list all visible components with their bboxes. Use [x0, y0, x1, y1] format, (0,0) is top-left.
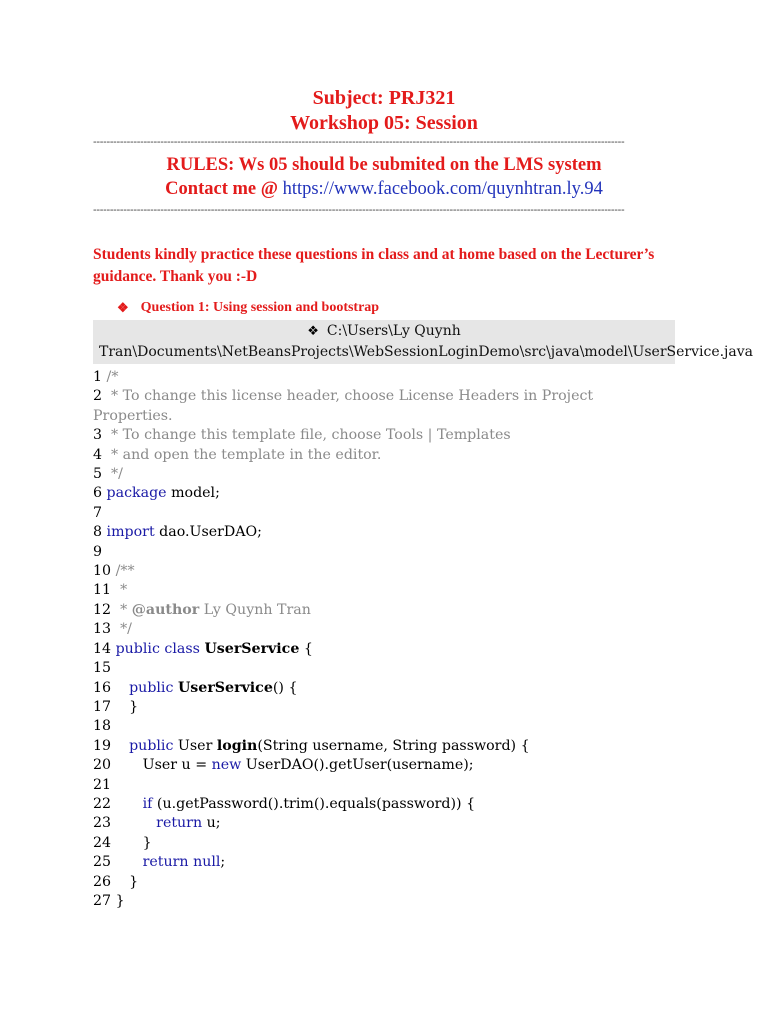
- diamond-bullet-icon: ❖: [307, 324, 319, 339]
- code-line: 4 * and open the template in the editor.: [93, 446, 382, 463]
- code-line: 8 import dao.UserDAO;: [93, 524, 262, 541]
- intro-text: Students kindly practice these questions in class and at home based on the Lecturer’s guidance. Thank you :-D: [93, 246, 655, 285]
- diamond-bullet-icon: ❖: [117, 300, 129, 315]
- code-listing: [93, 368, 675, 911]
- workshop-title: Workshop 05: Session: [290, 112, 478, 134]
- code-line: 6 package model;: [93, 485, 220, 502]
- document-page: [93, 86, 753, 911]
- code-line: 24 }: [93, 834, 152, 851]
- subject-title: Subject: PRJ321: [312, 87, 456, 109]
- code-line: 16 public UserService() {: [93, 679, 298, 696]
- rules-text: RULES: Ws 05 should be submited on the LMS system: [166, 155, 602, 175]
- code-line: 7: [93, 504, 103, 521]
- code-line: 15: [93, 660, 112, 677]
- divider-top: --------------------------------------------------------------------------------------------------------------------------------------------------------------: [93, 136, 625, 148]
- code-line: 12 * @author Ly Quynh Tran: [93, 601, 311, 618]
- code-line: 1 /*: [93, 369, 119, 385]
- divider-bottom: --------------------------------------------------------------------------------------------------------------------------------------------------------------: [93, 204, 625, 216]
- code-line: 27 }: [93, 892, 125, 909]
- code-line: 20 User u = new UserDAO().getUser(username);: [93, 757, 474, 774]
- code-line: 17 }: [93, 698, 139, 715]
- question-1: [93, 298, 675, 318]
- code-line: 19 public User login(String username, String password) {: [93, 737, 530, 754]
- code-line: 14 public class UserService {: [93, 640, 313, 657]
- code-line: 9: [93, 543, 103, 560]
- code-line: 22 if (u.getPassword().trim().equals(password)) {: [93, 795, 476, 812]
- code-line: 5 */: [93, 466, 123, 483]
- code-line: 18: [93, 718, 112, 735]
- code-line: 26 }: [93, 873, 139, 890]
- code-line: 13 */: [93, 621, 132, 638]
- code-line: 10 /**: [93, 563, 135, 580]
- code-line: 11 *: [93, 582, 128, 599]
- code-line: 2 * To change this license header, choose License Headers in Project Properties.: [93, 388, 598, 424]
- file-path-box: [93, 320, 753, 364]
- facebook-link[interactable]: https://www.facebook.com/quynhtran.ly.94: [282, 179, 603, 199]
- code-line: 3 * To change this template file, choose Tools | Templates: [93, 427, 511, 444]
- file-path: C:\Users\Ly Quynh Tran\Documents\NetBeansProjects\WebSessionLoginDemo\src\java\model\UserService.java: [99, 323, 753, 360]
- question-label: Question 1: Using session and bootstrap: [140, 300, 380, 315]
- code-line: 21: [93, 776, 112, 793]
- code-line: 23 return u;: [93, 815, 221, 832]
- contact-label: Contact me @: [165, 179, 278, 199]
- code-line: 25 return null;: [93, 854, 226, 871]
- contact-line: [93, 177, 675, 201]
